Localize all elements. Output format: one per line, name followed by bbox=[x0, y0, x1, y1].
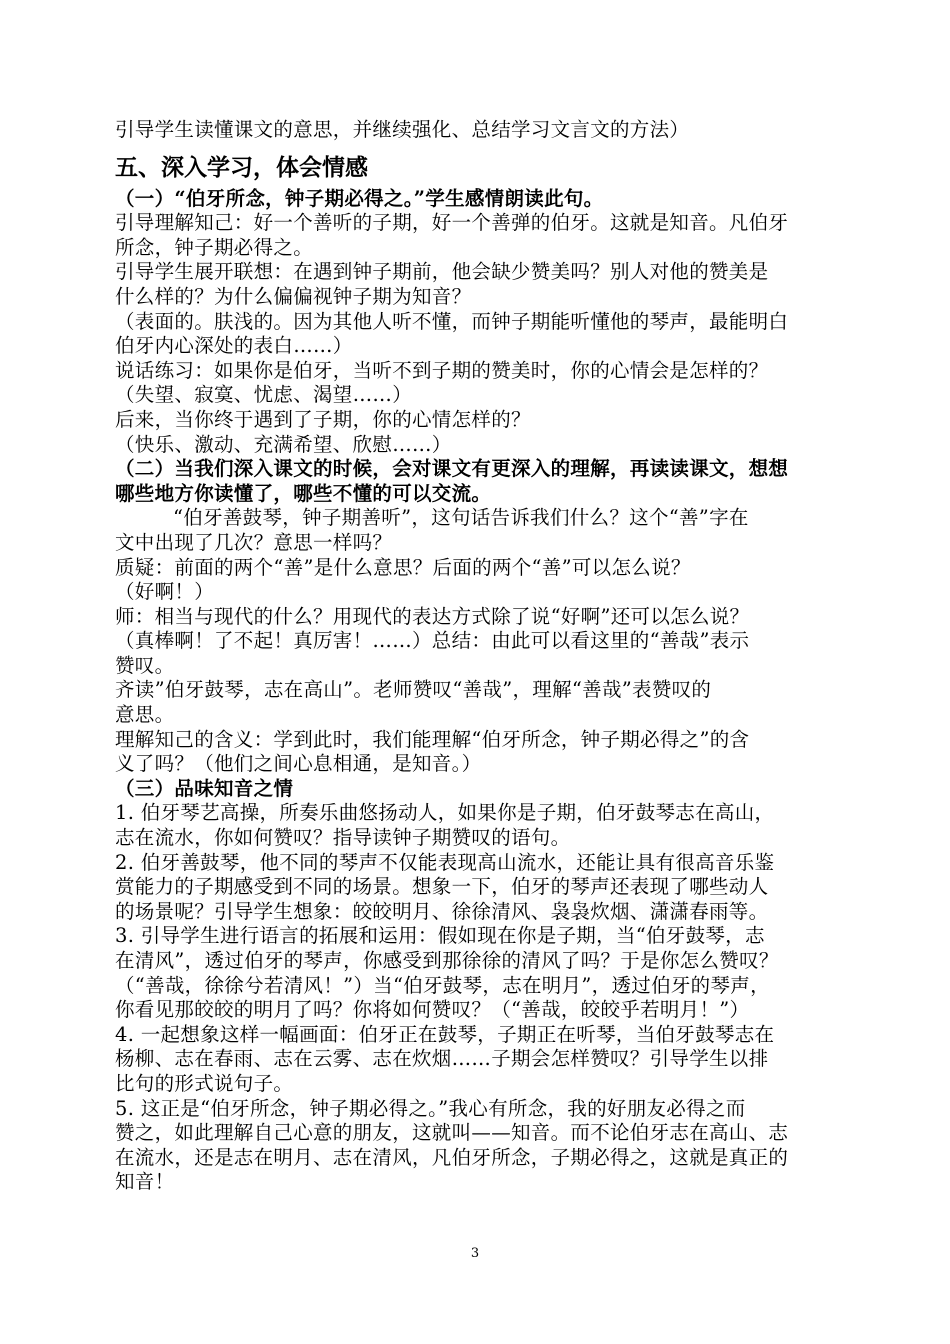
text-line: 3. 引导学生进行语言的拓展和运用：假如现在你是子期，当“伯牙鼓琴，志 bbox=[115, 924, 765, 948]
text-line: 杨柳、志在春雨、志在云雾、志在炊烟……子期会怎样赞叹？引导学生以排 bbox=[115, 1047, 769, 1071]
subsection-heading: （一）“伯牙所念，钟子期必得之。”学生感情朗读此句。 bbox=[115, 186, 604, 210]
text-line: 理解知己的含义：学到此时，我们能理解“伯牙所念，钟子期必得之”的含 bbox=[115, 727, 750, 751]
text-line: 义了吗？（他们之间心息相通，是知音。） bbox=[115, 752, 482, 776]
text-line: 比句的形式说句子。 bbox=[115, 1071, 294, 1095]
text-line: 5. 这正是“伯牙所念，钟子期必得之。”我心有所念，我的好朋友必得之而 bbox=[115, 1096, 746, 1120]
text-line: 所念，钟子期必得之。 bbox=[115, 235, 314, 259]
subsection-heading: 哪些地方你读懂了，哪些不懂的可以交流。 bbox=[115, 481, 492, 505]
text-line: 在清风”，透过伯牙的琴声，你感受到那徐徐的清风了吗？于是你怎么赞叹？ bbox=[115, 949, 779, 972]
text-line: 知音！ bbox=[115, 1170, 175, 1194]
text-line: 文中出现了几次？意思一样吗？ bbox=[115, 530, 393, 554]
text-line: 引导理解知己：好一个善听的子期，好一个善弹的伯牙。这就是知音。凡伯牙 bbox=[115, 211, 789, 235]
page-number: 3 bbox=[470, 1246, 480, 1261]
text-line: 后来，当你终于遇到了子期，你的心情怎样的？ bbox=[115, 407, 531, 431]
text-line: 引导学生展开联想：在遇到钟子期前，他会缺少赞美吗？别人对他的赞美是 bbox=[115, 260, 769, 284]
text-line: 引导学生读懂课文的意思，并继续强化、总结学习文言文的方法） bbox=[115, 118, 690, 141]
text-line: 意思。 bbox=[115, 703, 175, 727]
text-line: 赞之，如此理解自己心意的朋友，这就叫——知音。而不论伯牙志在高山、志 bbox=[115, 1121, 789, 1145]
text-line: 赏能力的子期感受到不同的场景。想象一下，伯牙的琴声还表现了哪些动人 bbox=[115, 875, 769, 899]
text-line: （真棒啊！了不起！真厉害！……）总结：由此可以看这里的“善哉”表示 bbox=[115, 629, 750, 653]
subsection-heading: （三）品味知音之情 bbox=[115, 776, 294, 800]
text-line: 1. 伯牙琴艺高操，所奏乐曲悠扬动人，如果你是子期，伯牙鼓琴志在高山， bbox=[115, 801, 775, 825]
text-line: 师：相当与现代的什么？用现代的表达方式除了说“好啊”还可以怎么说？ bbox=[115, 604, 750, 628]
text-line: 质疑：前面的两个“善”是什么意思？后面的两个“善”可以怎么说？ bbox=[115, 555, 691, 579]
text-line: （“善哉，徐徐兮若清风！”）当“伯牙鼓琴，志在明月”，透过伯牙的琴声， bbox=[115, 973, 770, 997]
document-body bbox=[115, 118, 845, 1195]
text-line: 的场景呢？引导学生想象：皎皎明月、徐徐清风、袅袅炊烟、潇潇春雨等。 bbox=[115, 899, 769, 923]
text-line: （失望、寂寞、忧虑、渴望……） bbox=[115, 383, 412, 407]
text-line: 在流水，还是志在明月、志在清风，凡伯牙所念，子期必得之，这就是真正的 bbox=[115, 1145, 789, 1169]
text-line: （快乐、激动、充满希望、欣慰……） bbox=[115, 432, 452, 456]
text-line: 齐读”伯牙鼓琴，志在高山”。老师赞叹“善哉”，理解“善哉”表赞叹的 bbox=[115, 678, 712, 702]
text-line: 志在流水，你如何赞叹？指导读钟子期赞叹的语句。 bbox=[115, 826, 571, 850]
text-line: 赞叹。 bbox=[115, 653, 175, 677]
section-heading: 五、深入学习，体会情感 bbox=[115, 153, 368, 181]
text-line: 说话练习：如果你是伯牙，当听不到子期的赞美时，你的心情会是怎样的？ bbox=[115, 358, 769, 382]
subsection-heading: （二）当我们深入课文的时候，会对课文有更深入的理解，再读读课文，想想 bbox=[115, 457, 789, 481]
text-line: （表面的。肤浅的。因为其他人听不懂，而钟子期能听懂他的琴声，最能明白 bbox=[115, 309, 789, 333]
text-line: 你看见那皎皎的明月了吗？你将如何赞叹？（“善哉，皎皎乎若明月！”） bbox=[115, 998, 750, 1022]
text-line: 4. 一起想象这样一幅画面：伯牙正在鼓琴，子期正在听琴，当伯牙鼓琴志在 bbox=[115, 1022, 775, 1046]
text-line: 什么样的？为什么偏偏视钟子期为知音？ bbox=[115, 284, 472, 308]
text-line: 伯牙内心深处的表白……） bbox=[115, 334, 353, 358]
text-line: （好啊！） bbox=[115, 580, 215, 604]
text-line: 2. 伯牙善鼓琴，他不同的琴声不仅能表现高山流水，还能让具有很高音乐鉴 bbox=[115, 850, 775, 874]
text-line: “伯牙善鼓琴，钟子期善听”，这句话告诉我们什么？这个“善”字在 bbox=[173, 506, 749, 530]
